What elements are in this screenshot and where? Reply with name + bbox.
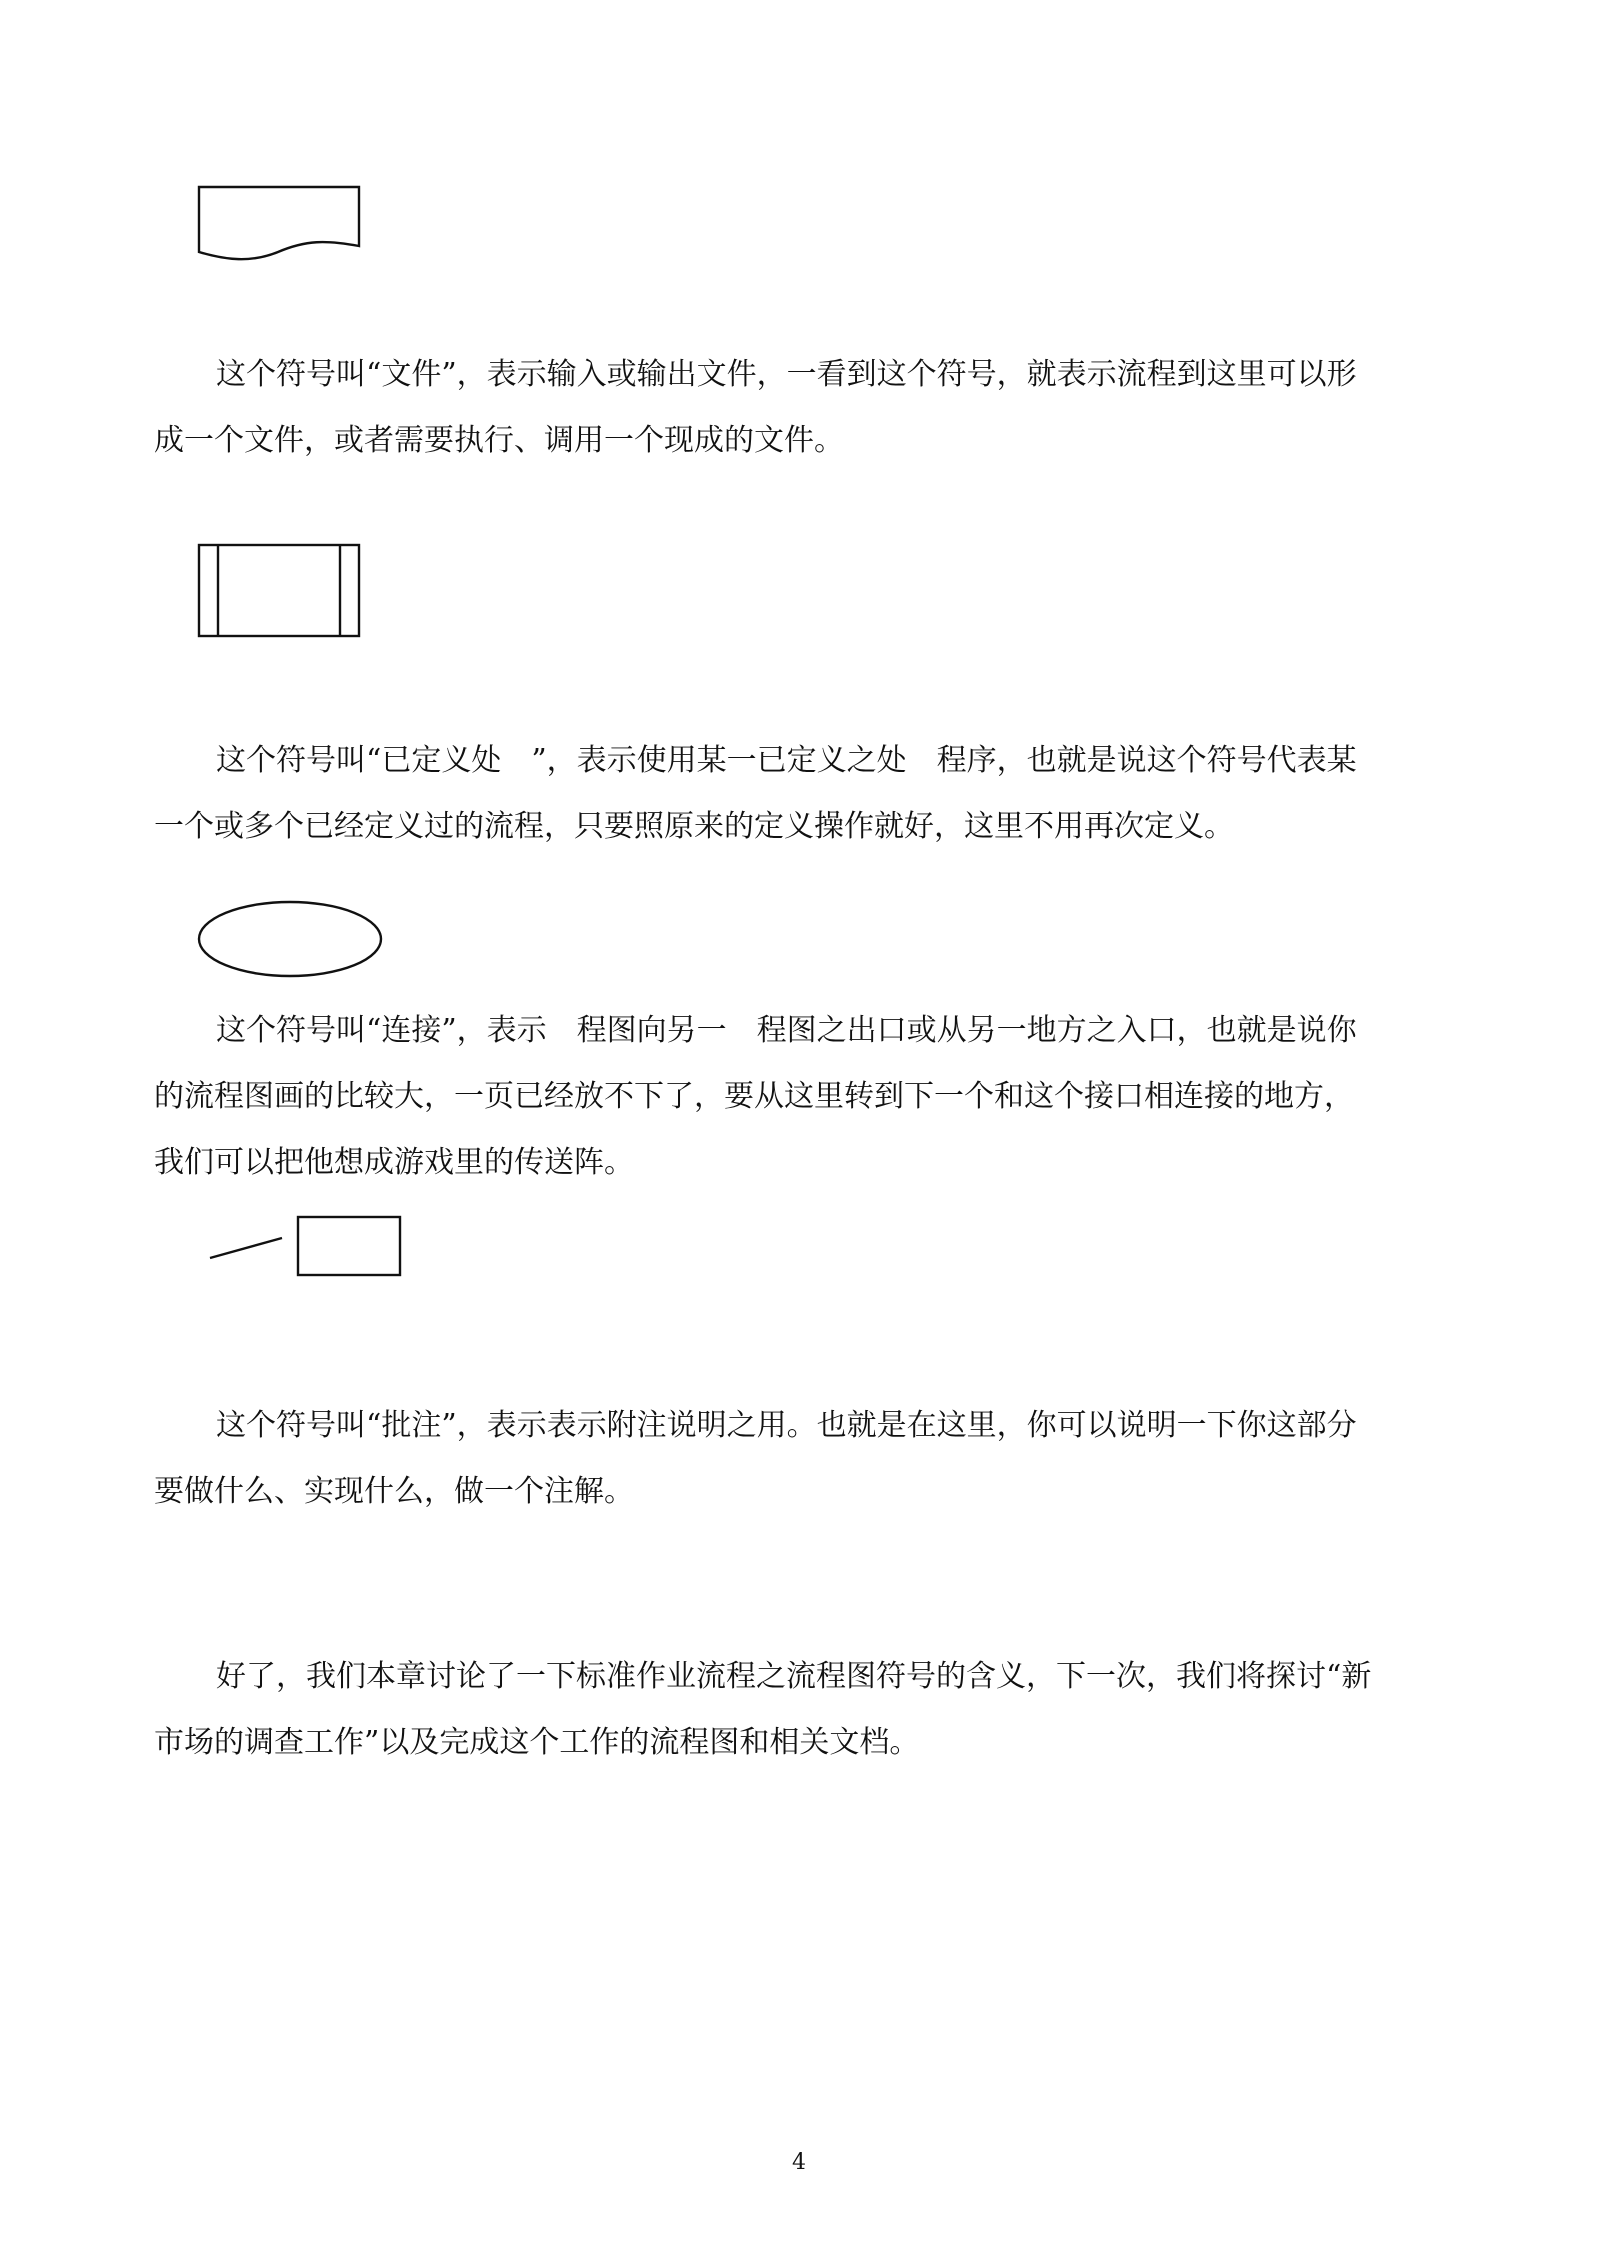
page-number: 4 [792, 2150, 806, 2175]
paragraph-line: 这个符号叫“连接”，表示 程图向另一 程图之出口或从另一地方之入口，也就是说你 [216, 1013, 1357, 1048]
paragraph-line: 一个或多个已经定义过的流程，只要照原来的定义操作就好，这里不用再次定义。 [154, 809, 1234, 844]
annotation-symbol-icon [206, 1214, 406, 1280]
paragraph-line: 市场的调查工作”以及完成这个工作的流程图和相关文档。 [154, 1725, 920, 1760]
paragraph-line: 这个符号叫“已定义处 ”，表示使用某一已定义之处 程序，也就是说这个符号代表某 [216, 743, 1357, 778]
paragraph-predefined-process [154, 728, 1444, 860]
paragraph-line: 要做什么、实现什么，做一个注解。 [154, 1474, 634, 1509]
paragraph-line: 这个符号叫“批注”，表示表示附注说明之用。也就是在这里，你可以说明一下你这部分 [216, 1408, 1357, 1443]
paragraph-line: 成一个文件，或者需要执行、调用一个现成的文件。 [154, 423, 844, 458]
paragraph-line: 我们可以把他想成游戏里的传送阵。 [154, 1145, 634, 1180]
paragraph-annotation [154, 1393, 1444, 1525]
connector-symbol-icon [196, 898, 388, 982]
paragraph-connector [154, 998, 1444, 1196]
predefined-process-symbol-icon [196, 542, 366, 640]
paragraph-closing [154, 1644, 1444, 1776]
paragraph-line: 好了，我们本章讨论了一下标准作业流程之流程图符号的含义，下一次，我们将探讨“新 [216, 1659, 1372, 1694]
paragraph-document [154, 342, 1444, 474]
document-symbol-icon [196, 184, 366, 268]
paragraph-line: 这个符号叫“文件”，表示输入或输出文件，一看到这个符号，就表示流程到这里可以形 [216, 357, 1357, 392]
paragraph-line: 的流程图画的比较大，一页已经放不下了，要从这里转到下一个和这个接口相连接的地方， [154, 1079, 1354, 1114]
